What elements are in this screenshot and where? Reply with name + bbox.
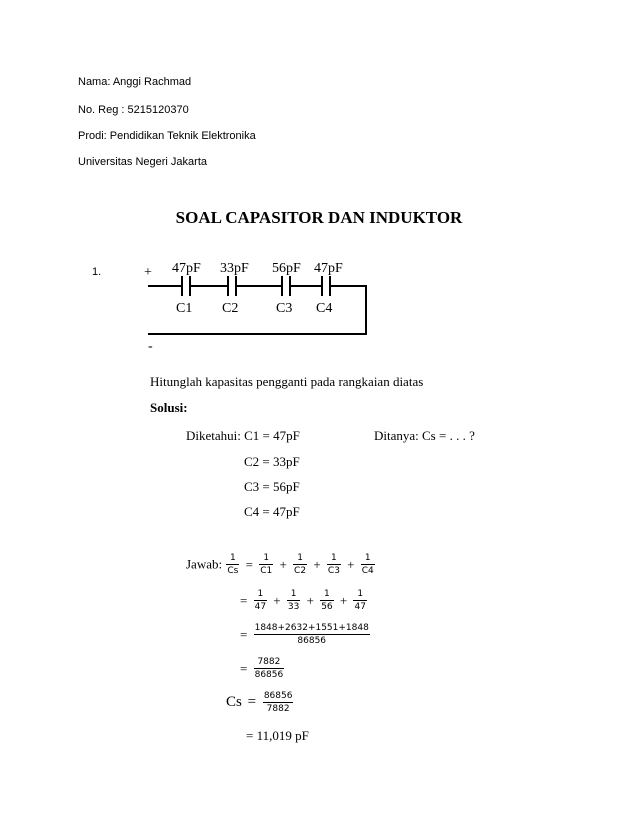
fraction-1-c3: $\frac{1}{C3}$ [327, 553, 340, 576]
fraction-1-33: $\frac{1}{33}$ [287, 589, 300, 612]
final-result: = 11,019 pF [246, 728, 309, 743]
c2-label: C2 [222, 301, 239, 316]
fraction-1-c1: $\frac{1}{C1}$ [260, 553, 273, 576]
fraction-1-c2: $\frac{1}{C2}$ [294, 553, 307, 576]
answer-label: Jawab: [186, 556, 223, 572]
cs-label: Cs [226, 694, 242, 710]
problem-number: 1. [92, 266, 102, 278]
asked-text: Ditanya: Cs = . . . ? [374, 428, 475, 443]
solution-label: Solusi: [150, 400, 188, 415]
terminal-plus: + [144, 265, 152, 280]
c4-value: 47pF [314, 261, 343, 276]
c1-value: 47pF [172, 261, 201, 276]
fraction-1-47a: $\frac{1}{47}$ [254, 589, 267, 612]
university: Universitas Negeri Jakarta [78, 156, 207, 168]
study-program: Prodi: Pendidikan Teknik Elektronika [78, 130, 256, 142]
student-name: Nama: Anggi Rachmad [78, 76, 192, 88]
answer-line-1: Jawab: $\frac{1}{Cs}$ = $\frac{1}{C1}$ + $\frac{1}{C2}$ + $\frac{1}{C3}$ + $\frac{1}{C4}$ [186, 553, 374, 576]
known-c1: Diketahui: C1 = 47pF [186, 428, 300, 443]
fraction-1-c4: $\frac{1}{C4}$ [361, 553, 374, 576]
answer-line-2: = $\frac{1}{47}$ + $\frac{1}{33}$ + $\frac{1}{56}$ + $\frac{1}{47}$ [240, 589, 366, 612]
known-c4: C4 = 47pF [244, 504, 300, 519]
c4-label: C4 [316, 301, 333, 316]
c2-value: 33pF [220, 261, 249, 276]
known-c3: C3 = 56pF [244, 479, 300, 494]
fraction-86856-7882: $\frac{86856}{7882}$ [263, 691, 293, 714]
fraction-7882-86856: $\frac{7882}{86856}$ [254, 657, 284, 680]
answer-line-5: Cs = $\frac{86856}{7882}$ [226, 691, 293, 714]
page-title: SOAL CAPASITOR DAN INDUKTOR [175, 208, 463, 227]
fraction-1-47b: $\frac{1}{47}$ [354, 589, 366, 612]
c3-label: C3 [276, 301, 293, 316]
terminal-minus: - [148, 339, 153, 352]
fraction-sum: $\frac{1848+2632+1551+1848}{86856}$ [254, 623, 369, 646]
answer-line-4: = $\frac{7882}{86856}$ [240, 657, 284, 680]
known-c2: C2 = 33pF [244, 454, 300, 469]
registration-number: No. Reg : 5215120370 [78, 104, 189, 116]
capacitor-circuit-diagram [140, 256, 380, 352]
fraction-1-cs: $\frac{1}{Cs}$ [227, 553, 239, 576]
answer-line-3: = $\frac{1848+2632+1551+1848}{86856}$ [240, 623, 369, 646]
fraction-1-56: $\frac{1}{56}$ [321, 589, 333, 612]
c3-value: 56pF [272, 261, 301, 276]
c1-label: C1 [176, 301, 193, 316]
question-text: Hitunglah kapasitas pengganti pada rangkaian diatas [150, 374, 424, 389]
